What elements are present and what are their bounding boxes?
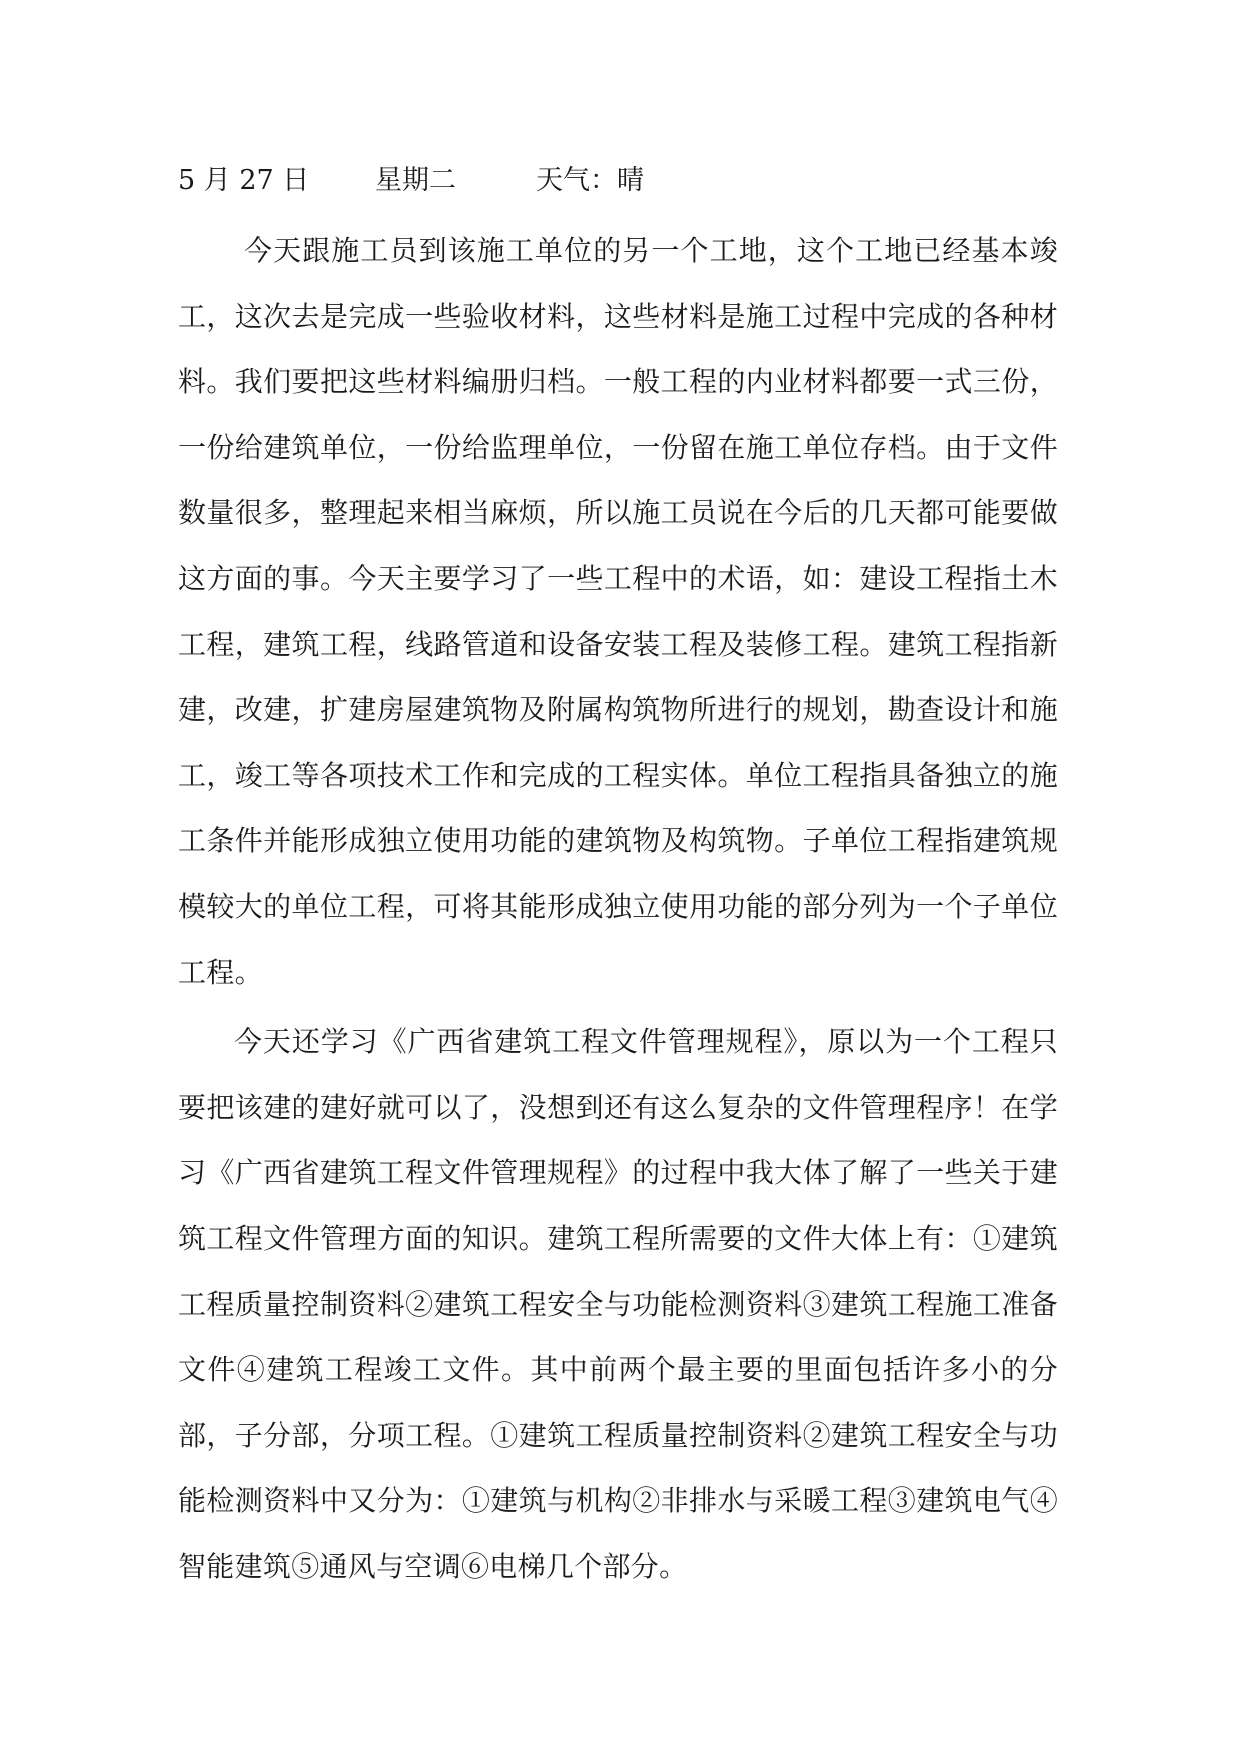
diary-weekday: 星期二	[375, 165, 456, 196]
diary-body	[178, 218, 1058, 1599]
diary-date: 5 月 27 日	[178, 165, 310, 196]
body-paragraph-2: 今天还学习《广西省建筑工程文件管理规程》，原以为一个工程只要把该建的建好就可以了，没想到还有这么复杂的文件管理程序！在学习《广西省建筑工程文件管理规程》的过程中我大体了解了一些关于建筑工程文件管理方面的知识。建筑工程所需要的文件大体上有：①建筑工程质量控制资料②建筑工程安全与功能检测资料③建筑工程施工准备文件④建筑工程竣工文件。其中前两个最主要的里面包括许多小的分部，子分部，分项工程。①建筑工程质量控制资料②建筑工程安全与功能检测资料中又分为：①建筑与机构②非排水与采暖工程③建筑电气④智能建筑⑤通风与空调⑥电梯几个部分。	[178, 1025, 1058, 1583]
diary-weather: 天气：晴	[536, 165, 644, 196]
body-paragraph-1: 今天跟施工员到该施工单位的另一个工地，这个工地已经基本竣工，这次去是完成一些验收材料，这些材料是施工过程中完成的各种材料。我们要把这些材料编册归档。一般工程的内业材料都要一式三份，一份给建筑单位，一份给监理单位，一份留在施工单位存档。由于文件数量很多，整理起来相当麻烦，所以施工员说在今后的几天都可能要做这方面的事。今天主要学习了一些工程中的术语，如：建设工程指土木工程，建筑工程，线路管道和设备安装工程及装修工程。建筑工程指新建，改建，扩建房屋建筑物及附属构筑物所进行的规划，勘查设计和施工，竣工等各项技术工作和完成的工程实体。单位工程指具备独立的施工条件并能形成独立使用功能的建筑物及构筑物。子单位工程指建筑规模较大的单位工程，可将其能形成独立使用功能的部分列为一个子单位工程。	[178, 234, 1058, 989]
